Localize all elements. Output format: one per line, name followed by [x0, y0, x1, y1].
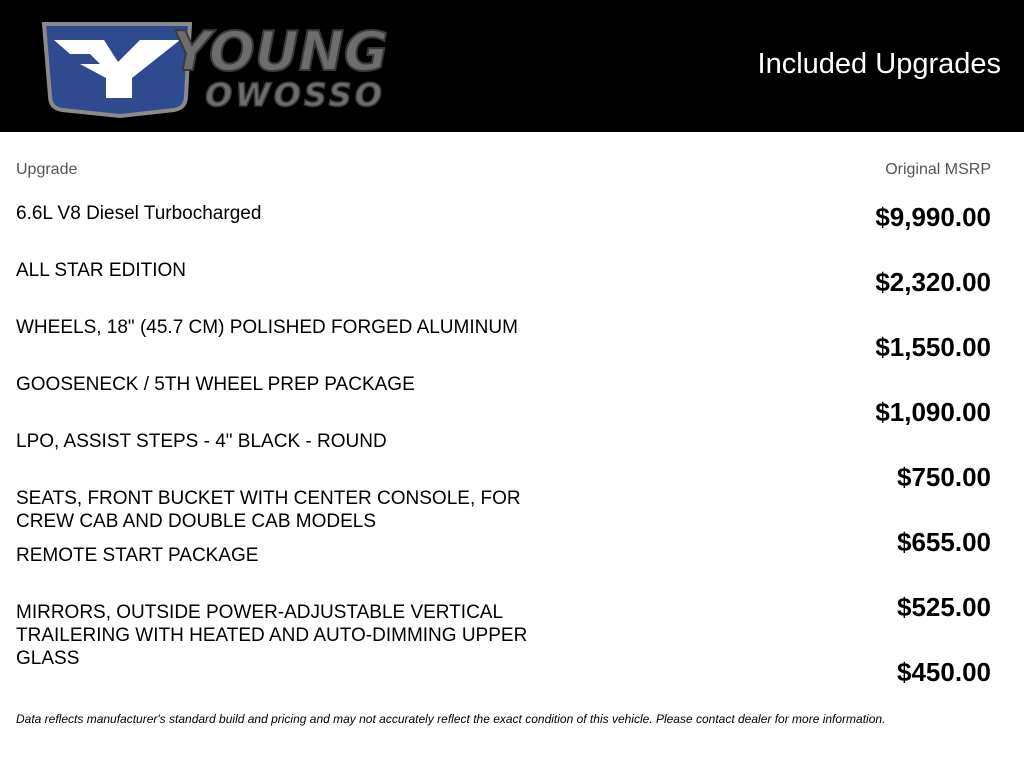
- upgrade-name: SEATS, FRONT BUCKET WITH CENTER CONSOLE, FOR CREW CAB AND DOUBLE CAB MODELS: [16, 488, 521, 532]
- column-header-msrp: Original MSRP: [885, 161, 991, 178]
- dealer-logo: [40, 18, 510, 118]
- upgrade-price: $655.00: [897, 527, 991, 557]
- upgrade-name-list: [16, 202, 576, 669]
- upgrade-price: $450.00: [897, 657, 991, 687]
- upgrade-price: $9,990.00: [875, 202, 991, 232]
- upgrade-price: $1,090.00: [875, 397, 991, 427]
- page-title: Included Upgrades: [757, 48, 1001, 80]
- upgrade-name: WHEELS, 18" (45.7 CM) POLISHED FORGED ALUMINUM: [16, 317, 518, 338]
- upgrade-name: 6.6L V8 Diesel Turbocharged: [16, 203, 262, 224]
- logo-wordmark-top: YOUNG: [171, 20, 389, 83]
- upgrade-name: LPO, ASSIST STEPS - 4" BLACK - ROUND: [16, 431, 387, 452]
- upgrade-price-list: [875, 200, 991, 720]
- upgrade-name: ALL STAR EDITION: [16, 260, 186, 281]
- disclaimer-text: Data reflects manufacturer's standard build and pricing and may not accurately reflect the exact condition of this vehicle. Please contact dealer for more information.: [16, 712, 886, 726]
- header-banner: [0, 0, 1024, 132]
- upgrade-price: $1,550.00: [875, 332, 991, 362]
- column-header-upgrade: Upgrade: [16, 161, 78, 178]
- upgrade-name: MIRRORS, OUTSIDE POWER-ADJUSTABLE VERTICAL TRAILERING WITH HEATED AND AUTO-DIMMING UPPER GLASS: [16, 602, 528, 669]
- upgrade-name: GOOSENECK / 5TH WHEEL PREP PACKAGE: [16, 374, 415, 395]
- upgrade-price: $2,320.00: [875, 267, 991, 297]
- logo-wordmark-bottom: OWOSSO: [205, 76, 385, 114]
- upgrade-price: $750.00: [897, 462, 991, 492]
- upgrade-name: REMOTE START PACKAGE: [16, 545, 259, 566]
- upgrade-price: $525.00: [897, 592, 991, 622]
